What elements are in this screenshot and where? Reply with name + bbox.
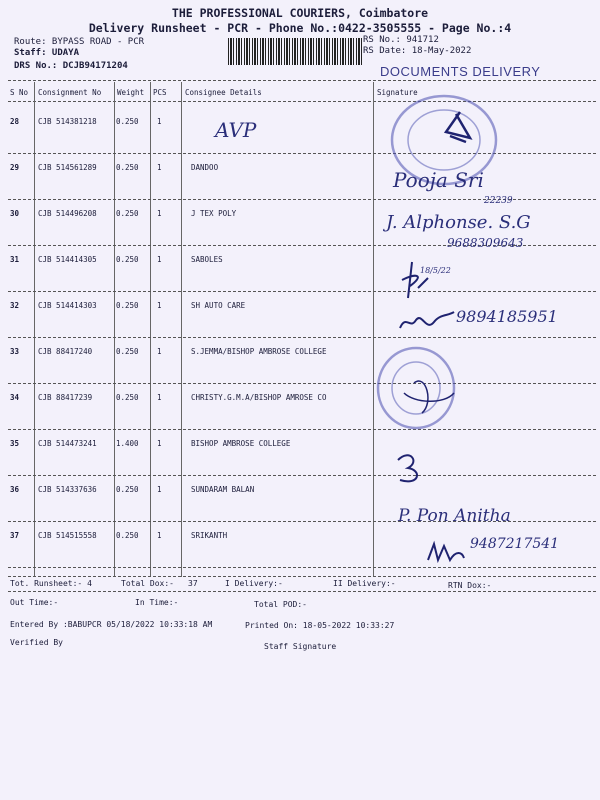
row-consignee: S.JEMMA/BISHOP AMBROSE COLLEGE <box>191 347 327 356</box>
row-sno: 37 <box>10 531 20 540</box>
row-sno: 30 <box>10 209 20 218</box>
col-header-sno: S No <box>10 88 29 97</box>
handwritten-initials: AVP <box>215 118 257 142</box>
row-weight: 0.250 <box>116 347 139 356</box>
row-weight: 0.250 <box>116 209 139 218</box>
rs-date: RS Date: 18-May-2022 <box>363 46 472 56</box>
signature-row-36: P. Pon Anitha <box>398 506 511 526</box>
table-bottom-rule <box>8 576 596 577</box>
row-sno: 32 <box>10 301 20 310</box>
row-consignment-no: CJB 514561289 <box>38 163 97 172</box>
row-divider <box>8 429 596 430</box>
row-pcs: 1 <box>157 117 162 126</box>
total-pod: Total POD:- <box>254 600 307 609</box>
staff-signature: Staff Signature <box>264 642 337 651</box>
runsheet-title: Delivery Runsheet - PCR - Phone No.:0422-3505555 - Page No.:4 <box>88 21 512 35</box>
row-pcs: 1 <box>157 255 162 264</box>
row-consignee: SH AUTO CARE <box>191 301 246 310</box>
row-consignee: SRIKANTH <box>191 531 228 540</box>
row-consignment-no: CJB 88417240 <box>38 347 93 356</box>
row-pcs: 1 <box>157 393 162 402</box>
row-consignee: SUNDARAM BALAN <box>191 485 255 494</box>
signature-mark-31 <box>398 258 446 304</box>
row-divider <box>8 153 596 154</box>
row-sno: 36 <box>10 485 20 494</box>
row-consignee: DANDOO <box>191 163 219 172</box>
row-consignment-no: CJB 514496208 <box>38 209 97 218</box>
row-consignment-no: CJB 514381218 <box>38 117 97 126</box>
signature-mark-32 <box>398 310 458 334</box>
company-title: THE PROFESSIONAL COURIERS, Coimbatore <box>171 6 429 20</box>
row-weight: 0.250 <box>116 255 139 264</box>
printed-on: Printed On: 18-05-2022 10:33:27 <box>245 621 395 630</box>
row-consignee: CHRISTY.G.M.A/BISHOP AMROSE CO <box>191 393 327 402</box>
col-header-consignee: Consignee Details <box>185 88 262 97</box>
row-consignment-no: CJB 514515558 <box>38 531 97 540</box>
col-header-weight: Weight <box>117 88 145 97</box>
row-pcs: 1 <box>157 485 162 494</box>
col-header-signature: Signature <box>377 88 418 97</box>
column-divider <box>150 82 151 577</box>
i-delivery: I Delivery:- <box>225 579 283 588</box>
column-divider <box>181 82 182 577</box>
row-consignment-no: CJB 88417239 <box>38 393 93 402</box>
row-divider <box>8 337 596 338</box>
row-consignee: BISHOP AMBROSE COLLEGE <box>191 439 291 448</box>
total-runsheet: Tot. Runsheet:- 4 <box>10 579 92 588</box>
row-pcs: 1 <box>157 209 162 218</box>
signature-row-29: Pooja Sri <box>393 168 484 192</box>
row-weight: 0.250 <box>116 485 139 494</box>
entered-by: Entered By :BABUPCR 05/18/2022 10:33:18 AM <box>10 620 213 629</box>
row-consignment-no: CJB 514414305 <box>38 255 97 264</box>
signature-mark-35 <box>390 448 430 488</box>
total-dox-label: Total Dox:- <box>121 579 174 588</box>
row-divider <box>8 567 596 568</box>
signature-mark-37 <box>426 540 466 566</box>
row-weight: 0.250 <box>116 163 139 172</box>
row-pcs: 1 <box>157 347 162 356</box>
row-sno: 28 <box>10 117 20 126</box>
row-sno: 34 <box>10 393 20 402</box>
row-sno: 35 <box>10 439 20 448</box>
signature-number-30: 9688309643 <box>447 236 524 250</box>
row-weight: 0.250 <box>116 117 139 126</box>
signature-date-31: 18/5/22 <box>420 266 451 275</box>
row-pcs: 1 <box>157 301 162 310</box>
signature-number-29: 22239 <box>484 196 513 206</box>
row-weight: 0.250 <box>116 393 139 402</box>
barcode <box>228 38 362 65</box>
column-divider <box>373 82 374 577</box>
row-divider <box>8 291 596 292</box>
staff-label: Staff: UDAYA <box>14 48 80 58</box>
signature-row-30: J. Alphonse. S.G <box>386 212 531 233</box>
row-pcs: 1 <box>157 439 162 448</box>
row-consignment-no: CJB 514473241 <box>38 439 97 448</box>
row-pcs: 1 <box>157 163 162 172</box>
row-consignment-no: CJB 514337636 <box>38 485 97 494</box>
row-divider <box>8 383 596 384</box>
signature-number-32: 9894185951 <box>456 307 558 326</box>
row-weight: 0.250 <box>116 301 139 310</box>
documents-delivery-stamp: DOCUMENTS DELIVERY <box>380 64 541 79</box>
in-time: In Time:- <box>135 598 179 607</box>
row-sno: 33 <box>10 347 20 356</box>
row-weight: 1.400 <box>116 439 139 448</box>
row-consignee: J TEX POLY <box>191 209 237 218</box>
header-top-rule <box>8 80 596 81</box>
col-header-consignment: Consignment No <box>38 88 102 97</box>
row-sno: 31 <box>10 255 20 264</box>
rtn-dox: RTN Dox:- <box>448 581 492 590</box>
signature-number-37: 9487217541 <box>470 536 560 552</box>
drs-number: DRS No.: DCJB94171204 <box>14 61 128 71</box>
ii-delivery: II Delivery:- <box>333 579 396 588</box>
header-bottom-rule <box>8 101 596 102</box>
verified-by: Verified By <box>10 638 63 647</box>
total-dox-value: 37 <box>188 579 198 588</box>
row-consignee: SABOLES <box>191 255 223 264</box>
col-header-pcs: PCS <box>153 88 167 97</box>
rs-number: RS No.: 941712 <box>363 35 439 45</box>
column-divider <box>34 82 35 577</box>
row-pcs: 1 <box>157 531 162 540</box>
row-divider <box>8 475 596 476</box>
row-sno: 29 <box>10 163 20 172</box>
out-time: Out Time:- <box>10 598 59 607</box>
column-divider <box>114 82 115 577</box>
footer-rule <box>8 591 596 592</box>
route-label: Route: BYPASS ROAD - PCR <box>14 37 145 47</box>
row-consignment-no: CJB 514414303 <box>38 301 97 310</box>
college-seal-stamp <box>374 343 464 435</box>
row-weight: 0.250 <box>116 531 139 540</box>
